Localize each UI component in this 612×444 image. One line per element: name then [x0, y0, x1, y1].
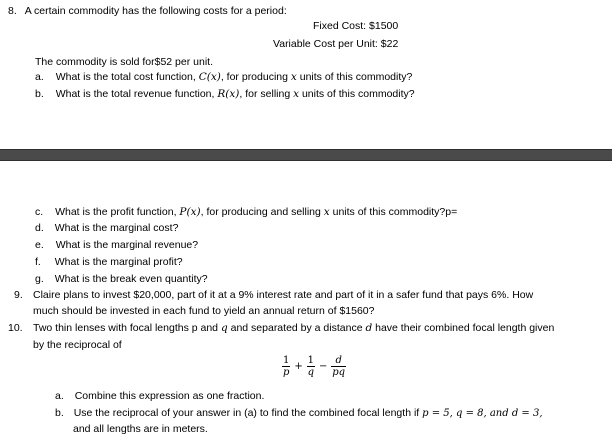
part-text: What is the break even quantity?	[54, 273, 208, 285]
part-text: , for selling	[239, 88, 291, 100]
part-10b	[55, 407, 543, 420]
part-text: What is the total cost function,	[55, 71, 196, 83]
part-c	[35, 206, 457, 219]
fraction-denominator: q	[307, 367, 315, 378]
question-9-number: 9.	[14, 289, 23, 301]
fraction-d-over-pq	[331, 355, 346, 378]
part-label: c.	[35, 206, 44, 218]
question-text: Two thin lenses with focal lengths p and	[33, 322, 219, 334]
question-10-number: 10.	[8, 322, 23, 334]
part-g	[35, 273, 208, 286]
question-9-line-2: much should be invested in each fund to yield an annual return of $1560?	[33, 305, 375, 317]
part-10b-line-2: and all lengths are in meters.	[73, 423, 208, 435]
part-label: b.	[55, 407, 64, 419]
question-text: and separated by a distance	[230, 322, 363, 334]
part-text: Use the reciprocal of your answer in (a) to find the combined focal length if	[73, 407, 420, 419]
focal-length-formula	[282, 355, 346, 378]
part-d	[35, 222, 178, 235]
page-divider	[0, 149, 612, 161]
part-text: units of this commodity?	[301, 88, 415, 100]
question-9-line-1: Claire plans to invest $20,000, part of it at a 9% interest rate and part of it in a safer fund that pays 6%. How	[33, 289, 534, 301]
part-text: Combine this expression as one fraction.	[74, 390, 265, 402]
fraction-numerator: d	[331, 355, 346, 367]
part-label: b.	[35, 88, 44, 100]
part-label: e.	[35, 239, 44, 251]
part-text: units of this commodity?	[299, 71, 413, 83]
fraction-denominator: pq	[332, 367, 346, 378]
given-values: p = 5, q = 8, and d = 3,	[422, 408, 543, 419]
part-text: What is the marginal profit?	[54, 256, 183, 268]
part-10a	[55, 390, 264, 403]
part-text: units of this commodity?p=	[332, 206, 458, 218]
variable-d: d	[365, 322, 373, 334]
part-text: , for producing and selling	[200, 206, 321, 218]
variable-x: x	[290, 71, 297, 83]
part-label: g.	[35, 273, 44, 285]
part-text: What is the marginal cost?	[54, 222, 179, 234]
part-text: What is the marginal revenue?	[55, 239, 199, 251]
question-10-line-1	[33, 322, 554, 335]
part-f	[35, 256, 183, 269]
part-label: f.	[35, 256, 41, 268]
fraction-denominator: p	[283, 367, 290, 378]
revenue-function: R(x)	[217, 88, 240, 100]
minus-operator: −	[318, 361, 328, 372]
sold-for-text: The commodity is sold for$52 per unit.	[35, 56, 213, 68]
part-text: What is the total revenue function,	[55, 88, 215, 100]
part-text: What is the profit function,	[55, 206, 177, 218]
question-number: 8.	[8, 5, 17, 17]
question-text: have their combined focal length given	[375, 322, 555, 334]
question-8	[8, 5, 287, 18]
fraction-one-over-p	[282, 355, 290, 378]
fixed-cost: Fixed Cost: $1500	[313, 20, 399, 32]
fraction-one-over-q	[307, 355, 315, 378]
part-label: a.	[55, 390, 64, 402]
part-label: a.	[35, 71, 44, 83]
question-10-line-2: by the reciprocal of	[33, 339, 122, 351]
part-e	[35, 239, 198, 252]
variable-x: x	[323, 206, 330, 218]
part-text: , for producing	[220, 71, 288, 83]
cost-function: C(x)	[198, 71, 221, 83]
fraction-numerator: 1	[283, 355, 290, 366]
part-b	[35, 88, 415, 101]
fraction-numerator: 1	[307, 355, 315, 366]
variable-q: q	[220, 322, 228, 334]
variable-cost: Variable Cost per Unit: $22	[273, 38, 399, 50]
part-label: d.	[35, 222, 44, 234]
profit-function: P(x)	[179, 206, 201, 218]
plus-operator: +	[294, 361, 303, 372]
question-text: A certain commodity has the following costs for a period:	[24, 5, 287, 17]
part-a	[35, 71, 412, 84]
variable-x: x	[293, 88, 300, 100]
